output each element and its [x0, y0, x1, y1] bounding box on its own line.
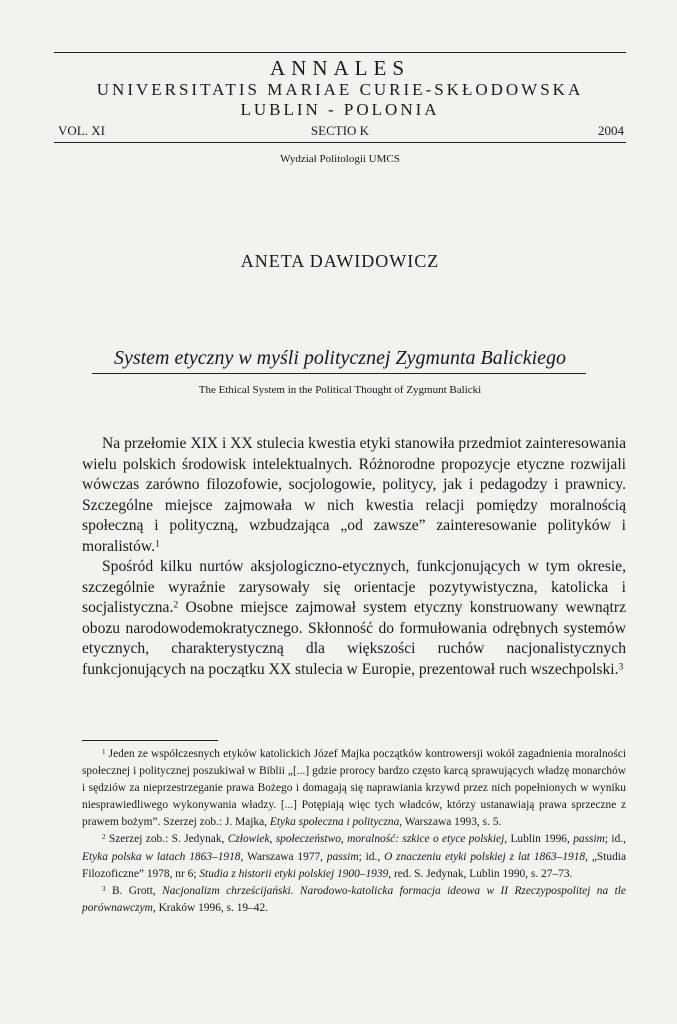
footnote-2-text-5: ; id., [358, 850, 385, 863]
footnote-ref-1[interactable]: 1 [155, 538, 160, 550]
journal-place: LUBLIN - POLONIA [240, 100, 440, 119]
footnote-2-title-1: Człowiek, społeczeństwo, moralność: szkice o etyce polskiej [227, 833, 505, 846]
footnote-mark-2: 2 [102, 833, 106, 842]
footnote-mark-1: 1 [102, 747, 106, 756]
article-title-english: The Ethical System in the Political Thought of Zygmunt Balicki [198, 384, 482, 396]
article-title: System etyczny w myśli politycznej Zygmunta Balickiego [113, 347, 567, 369]
footnote-3-text: B. Grott, [105, 884, 163, 897]
section-label: SECTIO K [310, 123, 370, 138]
footnote-2-passim-2: passim [326, 850, 359, 863]
year-label: 2004 [598, 123, 624, 138]
journal-subtitle: UNIVERSITATIS MARIAE CURIE-SKŁODOWSKA [96, 80, 584, 99]
footnote-3 [82, 883, 626, 917]
body-paragraph-2 [82, 557, 626, 680]
paragraph-2-text-b: Osobne miejsce zajmował system etyczny konstruowany wewnątrz obozu narodowodemokratycznego. Skłonność do formułowania odrębnych systemów etycznych, charakterystyczną dla większości ruchów nacjonalistycznych funkcjonujących na początku XX stulecia w Europie, prezentował ruch wszechpolski. [82, 599, 626, 678]
footnote-2-passim-1: passim [573, 833, 605, 846]
header-top-rule [54, 52, 626, 53]
department-label: Wydział Politologii UMCS [280, 153, 400, 165]
footnote-3-text-end: , Kraków 1996, s. 19–42. [152, 901, 269, 914]
footnote-1-text: Jeden ze współczesnych etyków katolickich Józef Majka początków kontrowersji wokół zagadnienia moralności społecznej i politycznej poszukiwał w Biblii „[...] gdzie prorocy bardzo często karcą sprawujących władzę monarchów i sędziów za nieprzestrzeganie prawa Bożego i domagają się naprawiania krzywd przez nich popełnionych w wyniku niesprawiedliwego wykonywania władzy. [...] Potępiają więc tych władców, którzy ustanawiają prawa sprzeczne z prawem bożym”. Szerzej zob.: J. Majka, [82, 748, 626, 829]
article-author: ANETA DAWIDOWICZ [240, 251, 440, 271]
footnotes [82, 746, 626, 917]
volume-label: VOL. XI [58, 123, 105, 138]
footnote-2-text: Szerzej zob.: S. Jedynak, [105, 833, 228, 846]
footnote-2-title-3: O znaczeniu etyki polskiej z lat 1863–1918 [384, 850, 586, 863]
footnote-1-text-end: , Warszawa 1993, s. 5. [399, 816, 502, 829]
footnote-3-title: Nacjonalizm chrześcijański. Narodowo-katolicka formacja ideowa w II Rzeczypospolitej na tle porównawczym [82, 884, 626, 914]
header-bottom-rule [54, 142, 626, 143]
footnote-2-text-7: , red. S. Jedynak, Lublin 1990, s. 27–73. [388, 867, 573, 880]
footnote-separator [82, 740, 218, 741]
body-paragraph-1 [82, 434, 626, 557]
footnote-1-title: Etyka społeczna i polityczna [269, 816, 400, 829]
footnote-2-text-4: , Warszawa 1977, [240, 850, 327, 863]
article-body [82, 434, 626, 680]
footnote-2-text-6: , „Studia Filozoficzne” 1978, nr 6; [82, 850, 626, 880]
journal-title: ANNALES [270, 56, 410, 80]
footnote-mark-3: 3 [102, 884, 106, 893]
footnote-2-text-3: ; id., [604, 833, 626, 846]
paragraph-2-text-a: Spośród kilku nurtów aksjologiczno-etycznych, funkcjonujących w tym okresie, szczególnie wyraźnie zarysowały się orientacje pozytywistyczna, katolicka i socjalistyczna. [82, 558, 626, 616]
footnote-ref-3[interactable]: 3 [618, 661, 624, 673]
footnote-2-text-2: , Lublin 1996, [504, 833, 574, 846]
footnote-2-title-4: Studia z historii etyki polskiej 1900–1939 [199, 867, 389, 880]
paragraph-1-text: Na przełomie XIX i XX stulecia kwestia etyki stanowiła przedmiot zainteresowania wielu polskich środowisk intelektualnych. Różnorodne propozycje etyczne rozwijali wówczas zarówno filozofowie, socjologowie, politycy, jak i pedagodzy i prawnicy. Szczególne miejsce zajmowała w nich kwestia relacji pomiędzy moralnością społeczną i polityczną, wzbudzająca „od zawsze” zainteresowanie polityków i moralistów. [82, 435, 626, 555]
footnote-2-title-2: Etyka polska w latach 1863–1918 [82, 850, 241, 863]
footnote-1 [82, 746, 626, 831]
footnote-ref-2[interactable]: 2 [173, 599, 179, 611]
footnote-2 [82, 831, 626, 882]
title-rule [92, 373, 586, 374]
